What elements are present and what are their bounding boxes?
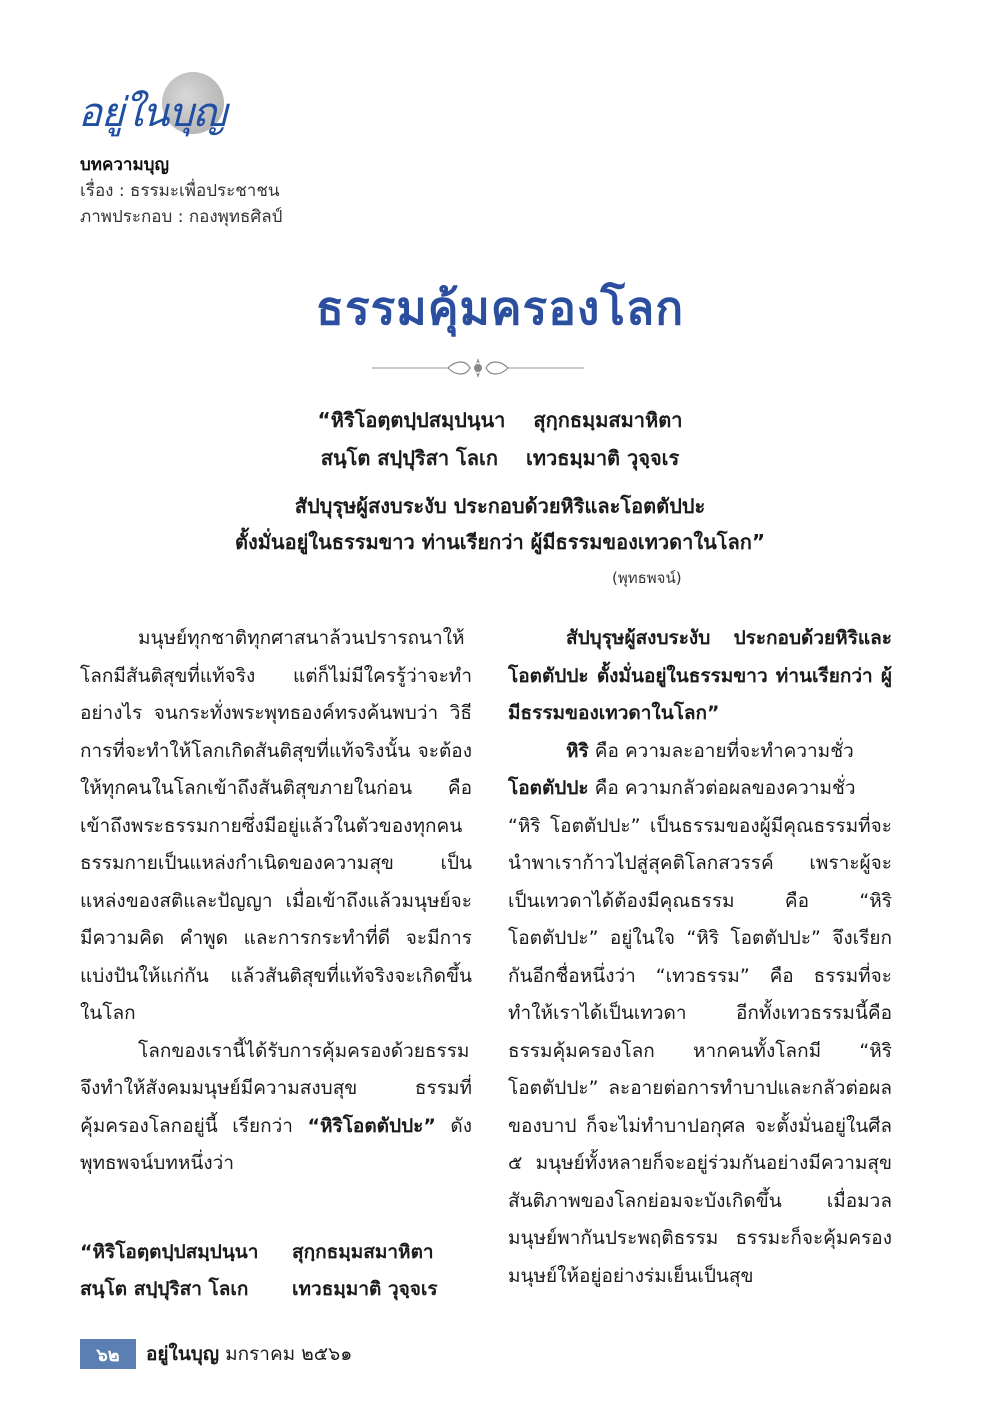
ottappa-definition: โอตตัปปะ คือ ความกลัวต่อผลของความชั่ว	[508, 777, 856, 799]
left-column	[80, 620, 472, 1183]
story-credit: เรื่อง : ธรรมะเพื่อประชาชน	[80, 181, 280, 201]
article-kind: บทความบุญ	[80, 155, 169, 175]
article-meta	[80, 152, 282, 230]
left-paragraph-2: โลกของเรานี้ได้รับการคุ้มครองด้วยธรรม จึงทำให้สังคมมนุษย์มีความสงบสุข ธรรมที่คุ้มครองโลกอยู่นี้ เรียกว่า “หิริโอตตัปปะ” ดังพุทธพจน์บทหนึ่งว่า	[80, 1039, 472, 1174]
hiri-definition: หิริ คือ ความละอายที่จะทำความชั่ว	[566, 739, 854, 762]
page-number: ๖๒	[80, 1339, 136, 1369]
quote-thai-line-2: ตั้งมั่นอยู่ในธรรมขาว ท่านเรียกว่า ผู้มีธรรมของเทวดาในโลก”	[234, 530, 766, 554]
right-paragraph-3: “หิริ โอตตัปปะ” เป็นธรรมของผู้มีคุณธรรมที่จะนำพาเราก้าวไปสู่สุคติโลกสวรรค์ เพราะผู้จะเป็นเทวดาได้ต้องมีคุณธรรม คือ “หิริ โอตตัปปะ” อยู่ในใจ “หิริ โอตตัปปะ” จึงเรียกกันอีกชื่อหนึ่งว่า “เทวธรรม” คือ ธรรมที่จะทำให้เราได้เป็นเทวดา อีกทั้งเทวธรรมนี้คือ ธรรมคุ้มครองโลก หากคนทั้งโลกมี “หิริ โอตตัปปะ” ละอายต่อการทำบาปและกลัวต่อผลของบาป ก็จะไม่ทำบาปอกุศล จะตั้งมั่นอยู่ในศีล ๕ มนุษย์ทั้งหลายก็จะอยู่ร่วมกันอย่างมีความสุข สันติภาพของโลกย่อมจะบังเกิดขึ้น เมื่อมวลมนุษย์พากันประพฤติธรรม ธรรมะก็จะคุ้มครองมนุษย์ให้อยู่อย่างร่มเย็นเป็นสุข	[508, 814, 892, 1287]
footer-magazine: อยู่ในบุญ มกราคม ๒๕๖๑	[146, 1343, 353, 1365]
page-footer	[80, 1338, 352, 1370]
quote-thai-line-1: สัปบุรุษผู้สงบระงับ ประกอบด้วยหิริและโอตตัปปะ	[294, 494, 706, 518]
magazine-logo	[78, 72, 228, 152]
page-title: ธรรมคุ้มครองโลก	[315, 281, 685, 335]
left-verse: “หิริโอตฺตปฺปสมฺปนฺนา สุกฺกธมฺมสมาหิตา สนฺโต สปฺปุริสา โลเก เทวธมฺมาติ วุจฺจเร	[80, 1241, 438, 1300]
right-paragraph-1: สัปบุรุษผู้สงบระงับ ประกอบด้วยหิริและโอตตัปปะ ตั้งมั่นอยู่ในธรรมขาว ท่านเรียกว่า ผู้มีธรรมของเทวดาในโลก”	[508, 627, 892, 724]
right-column	[508, 620, 892, 1295]
illustration-credit: ภาพประกอบ : กองพุทธศิลป์	[80, 207, 283, 227]
logo-text: อยู่ในบุญ	[78, 90, 226, 136]
quote-source: (พุทธพจน์)	[612, 569, 682, 587]
quote-pali-line-2: สนฺโต สปฺปุริสา โลเก เทวธมฺมาติ วุจฺจเร	[320, 446, 680, 470]
ornament-divider-icon	[372, 356, 584, 380]
quote-pali-line-1: “หิริโอตฺตปฺปสมฺปนฺนา สุกฺกธมฺมสมาหิตา	[317, 408, 683, 432]
left-paragraph-1: มนุษย์ทุกชาติทุกศาสนาล้วนปรารถนาให้โลกมีสันติสุขที่แท้จริง แต่ก็ไม่มีใครรู้ว่าจะทำอย่างไร จนกระทั่งพระพุทธองค์ทรงค้นพบว่า วิธีการที่จะทำให้โลกเกิดสันติสุขที่แท้จริงนั้น จะต้องให้ทุกคนในโลกเข้าถึงสันติสุขภายในก่อน คือ เข้าถึงพระธรรมกายซึ่งมีอยู่แล้วในตัวของทุกคน ธรรมกายเป็นแหล่งกำเนิดของความสุข เป็นแหล่งของสติและปัญญา เมื่อเข้าถึงแล้วมนุษย์จะมีความคิด คำพูด และการกระทำที่ดี จะมีการแบ่งปันให้แก่กัน แล้วสันติสุขที่แท้จริงจะเกิดขึ้นในโลก	[80, 627, 472, 1024]
